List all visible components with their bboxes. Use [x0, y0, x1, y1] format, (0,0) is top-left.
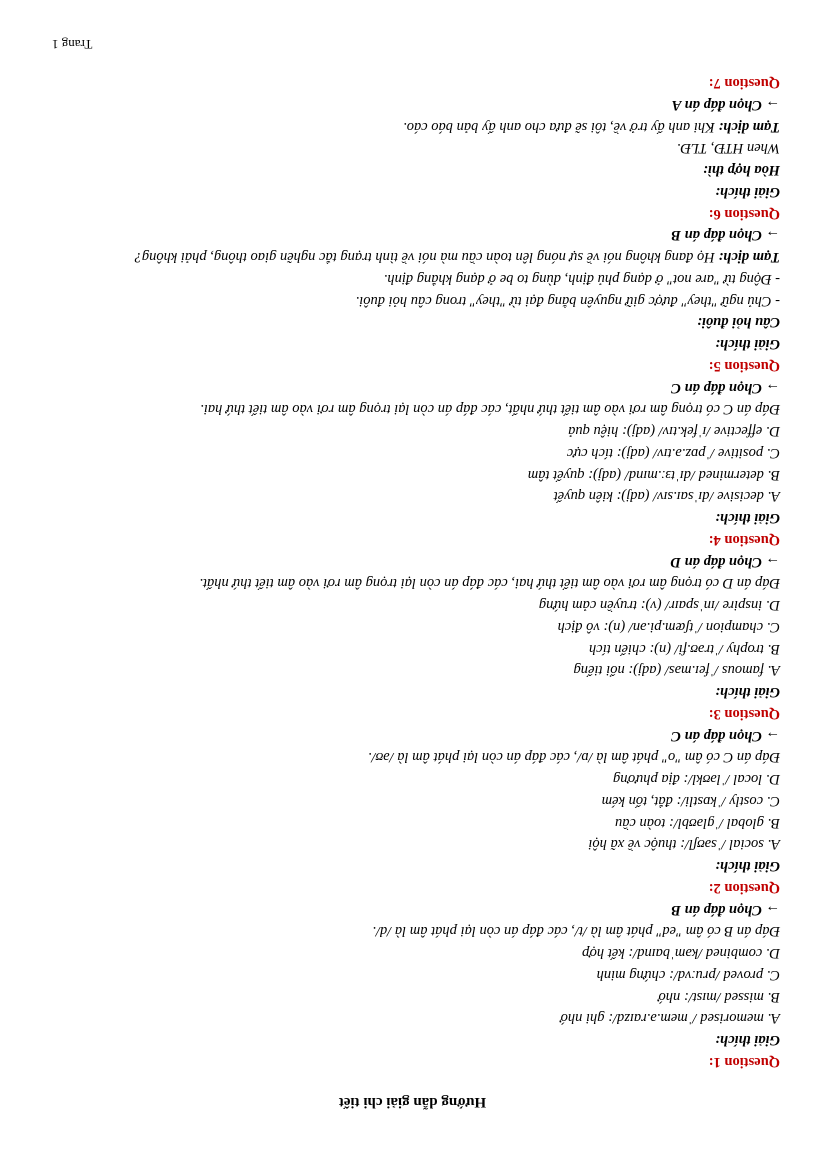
question-heading: Question 7:	[708, 75, 780, 92]
explanation-line: Đáp án D có trọng âm rơi vào âm tiết thứ hai, các đáp án còn lại trọng âm rơi vào âm tiết thứ nhất.	[199, 575, 780, 592]
section-label: Giải thích:	[715, 858, 780, 875]
explanation-line: D. inspire /ɪnˈspaɪr/ (v): truyền cảm hứng	[538, 597, 780, 614]
explanation-line: - Chủ ngữ "they" được giữ nguyên bằng đại từ "they" trong câu hỏi đuôi.	[355, 292, 780, 309]
explanation-line: C. champion /ˈtʃæm.pi.ən/ (n): vô địch	[557, 619, 780, 635]
explanation-line: B. missed /mɪst/: nhớ	[658, 988, 780, 1005]
answer-line: → Chọn đáp án B	[671, 901, 780, 918]
section-label: Giải thích:	[715, 1032, 780, 1049]
answer-explanations	[40, 72, 780, 1073]
explanation-line: C. proved /pruːvd/: chứng minh	[596, 967, 780, 983]
section-label: Giải thích:	[715, 510, 780, 527]
question-heading: Question 4:	[708, 532, 780, 548]
answer-line: → Chọn đáp án B	[671, 227, 780, 244]
question-heading: Question 5:	[708, 358, 780, 374]
explanation-line: Đáp án C có trọng âm rơi vào âm tiết thứ nhất, các đáp án còn lại trọng âm rơi vào âm tiết thứ hai.	[200, 401, 780, 418]
explanation-line: A. famous /ˈfeɪ.məs/ (adj): nổi tiếng	[573, 662, 780, 679]
explanation-line: A. memorised /ˈmem.ə.raɪzd/: ghi nhớ	[560, 1010, 780, 1027]
explanation-line: B. global /ˈɡləʊbl/: toàn cầu	[614, 814, 780, 831]
page-title: Hướng dẫn giải chi tiết	[338, 1094, 487, 1110]
explanation-line: A. social /ˈsəʊʃl/: thuộc về xã hội	[588, 836, 780, 853]
section-label: Hòa hợp thì:	[702, 162, 780, 179]
answer-line: → Chọn đáp án A	[671, 97, 780, 113]
explanation-line: D. local /ˈləʊkl/: địa phương	[613, 771, 780, 788]
answer-line: → Chọn đáp án C	[671, 379, 780, 396]
translation-text: Họ đang không nói về sự nóng lên toàn cầu mà nói về tình trạng tắc nghẽn giao thông, phải không?	[134, 249, 719, 266]
translation-line	[40, 115, 780, 137]
page-number: Trang 1	[52, 37, 93, 52]
explanation-line: B. determined /dɪˈtɜː.mɪnd/ (adj): quyết tâm	[527, 466, 780, 483]
explanation-line: Đáp án C có âm "o" phát âm là /ɒ/, các đáp án còn lại phát âm là /əʊ/.	[368, 749, 780, 766]
section-label: Giải thích:	[715, 184, 780, 200]
explanation-line: Đáp án B có âm "ed" phát âm là /t/, các đáp án còn lại phát âm là /d/.	[372, 923, 780, 940]
explanation-line: A. decisive /dɪˈsaɪ.sɪv/ (adj): kiên quyết	[553, 488, 780, 505]
section-label: Câu hỏi đuôi:	[697, 314, 780, 331]
explanation-line: When HTĐ, TLĐ.	[676, 140, 780, 157]
translation-line	[40, 246, 780, 268]
explanation-line: - Động từ "are not" ở dạng phủ định, dùng to be ở dạng khẳng định.	[383, 271, 780, 287]
question-heading: Question 6:	[708, 205, 780, 222]
translation-text: Khi anh ấy trở về, tôi sẽ đưa cho anh ấy bản báo cáo.	[403, 118, 719, 135]
answer-line: → Chọn đáp án D	[670, 553, 780, 570]
explanation-line: C. costly /ˈkɒstli/: đắt, tốn kém	[601, 793, 780, 809]
question-heading: Question 2:	[708, 880, 780, 896]
explanation-line: B. trophy /ˈtrəʊ.fi/ (n): chiến tích	[588, 640, 780, 657]
explanation-line: D. effective /ɪˈfek.tɪv/ (adj): hiệu quả	[568, 423, 780, 440]
section-label: Giải thích:	[715, 336, 780, 353]
answer-line: → Chọn đáp án C	[671, 727, 780, 744]
question-heading: Question 3:	[708, 706, 780, 722]
translation-label: Tạm dịch:	[718, 118, 780, 135]
translation-label: Tạm dịch:	[718, 249, 780, 266]
explanation-line: D. combined /kəmˈbaɪnd/: kết hợp	[581, 945, 780, 962]
question-heading: Question 1:	[708, 1054, 780, 1070]
explanation-line: C. positive /ˈpɒz.ə.tɪv/ (adj): tích cực	[566, 445, 780, 461]
section-label: Giải thích:	[715, 684, 780, 701]
